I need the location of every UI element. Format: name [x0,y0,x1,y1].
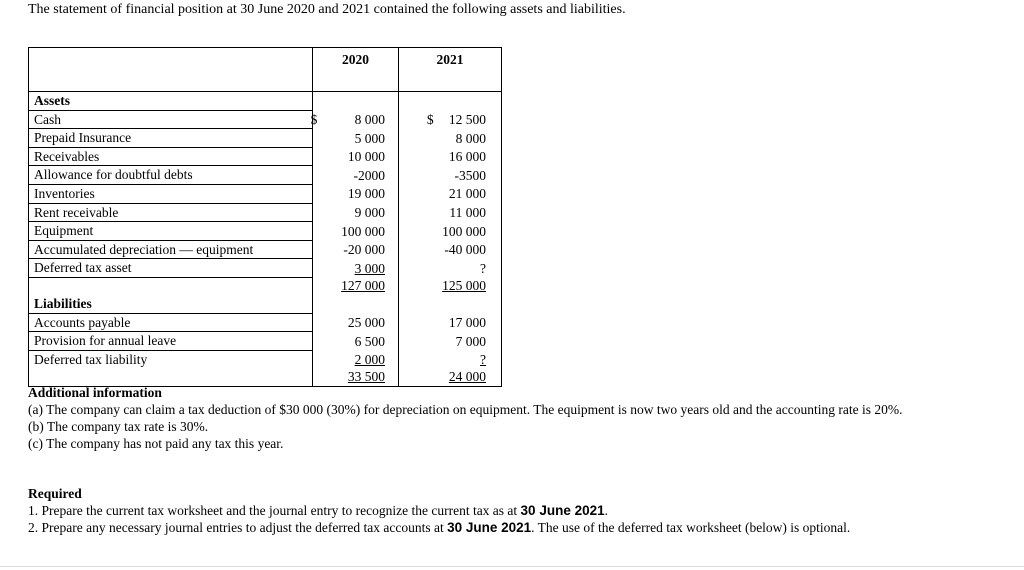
additional-heading: Additional information [28,385,162,400]
value-2020: 9 000 [354,205,385,221]
table-row [29,332,502,351]
required-item-1: 1. Prepare the current tax worksheet and the journal entry to recognize the current tax as at 30 June 2021. [28,503,608,518]
table-row [29,240,502,259]
assets-heading: Assets [29,92,313,111]
header-label-cell [29,48,313,92]
value-2020: 6 500 [354,333,385,349]
row-label: Cash [29,110,313,129]
table-row [29,203,502,222]
liabilities-heading-row [29,295,502,313]
row-label: Deferred tax liability [29,350,313,368]
row-label: Rent receivable [29,203,313,222]
financial-position-table [28,47,502,387]
row-label: Receivables [29,147,313,166]
date-bold: 30 June 2021 [520,503,605,518]
row-label: Allowance for doubtful debts [29,166,313,185]
value-2021: 11 000 [449,205,486,221]
assets-total-2020: 127 000 [341,278,385,294]
date-bold: 30 June 2021 [447,520,532,535]
value-2020: 2 000 [354,351,385,367]
table-row [29,313,502,332]
info-c: (c) The company has not paid any tax this year. [28,436,284,451]
header-2021: 2021 [399,48,502,92]
value-2021: 7 000 [455,333,486,349]
assets-total-2021: 125 000 [442,278,486,294]
additional-information [28,384,978,452]
value-2020: 5 000 [354,130,385,146]
row-label: Prepaid Insurance [29,129,313,148]
value-2021: 16 000 [448,149,486,165]
info-a: (a) The company can claim a tax deduction of $30 000 (30%) for depreciation on equipment. The equipment is now two years old and the accounting rate is 20%. [28,402,903,417]
table-row [29,259,502,278]
page-divider [0,566,1024,567]
value-2020: 19 000 [347,186,385,202]
liabilities-heading: Liabilities [29,295,313,313]
value-2021: 17 000 [448,315,486,331]
liabilities-total-2020: 33 500 [347,369,385,385]
table-row [29,129,502,148]
value-2021: ? [480,260,486,276]
value-2020: -2000 [353,167,385,183]
table-row [29,110,502,129]
table-row [29,147,502,166]
value-2020: 25 000 [347,315,385,331]
assets-total-row [29,277,502,295]
value-2020: 8 000 [354,112,385,128]
intro-text: The statement of financial position at 30 June 2020 and 2021 contained the following assets and liabilities. [28,2,626,17]
table-row [29,222,502,241]
value-2020: 10 000 [347,149,385,165]
liabilities-total-2021: 24 000 [448,369,486,385]
table-header-row [29,48,502,92]
table-row [29,350,502,368]
dollar-sign: $ [426,112,434,128]
table-row [29,166,502,185]
assets-heading-row [29,92,502,111]
row-label: Equipment [29,222,313,241]
value-2020: 3 000 [354,260,385,276]
table-row [29,184,502,203]
value-2021: 12 500 [448,112,486,128]
required-heading: Required [28,486,82,501]
value-2021: ? [480,351,486,367]
dollar-sign: $ [310,112,318,128]
value-2020: -20 000 [343,242,385,258]
required-section [28,485,988,536]
required-item-2: 2. Prepare any necessary journal entries to adjust the deferred tax accounts at 30 June 2021. The use of the deferred tax worksheet (below) is optional. [28,520,851,535]
row-label: Accumulated depreciation — equipment [29,240,313,259]
value-2021: 21 000 [448,186,486,202]
row-label: Deferred tax asset [29,259,313,278]
header-2020: 2020 [313,48,399,92]
row-label: Inventories [29,184,313,203]
value-2021: -40 000 [444,242,486,258]
value-2021: 100 000 [442,223,486,239]
value-2021: -3500 [454,167,486,183]
row-label: Provision for annual leave [29,332,313,351]
value-2021: 8 000 [455,130,486,146]
row-label: Accounts payable [29,313,313,332]
value-2020: 100 000 [341,223,385,239]
info-b: (b) The company tax rate is 30%. [28,419,209,434]
